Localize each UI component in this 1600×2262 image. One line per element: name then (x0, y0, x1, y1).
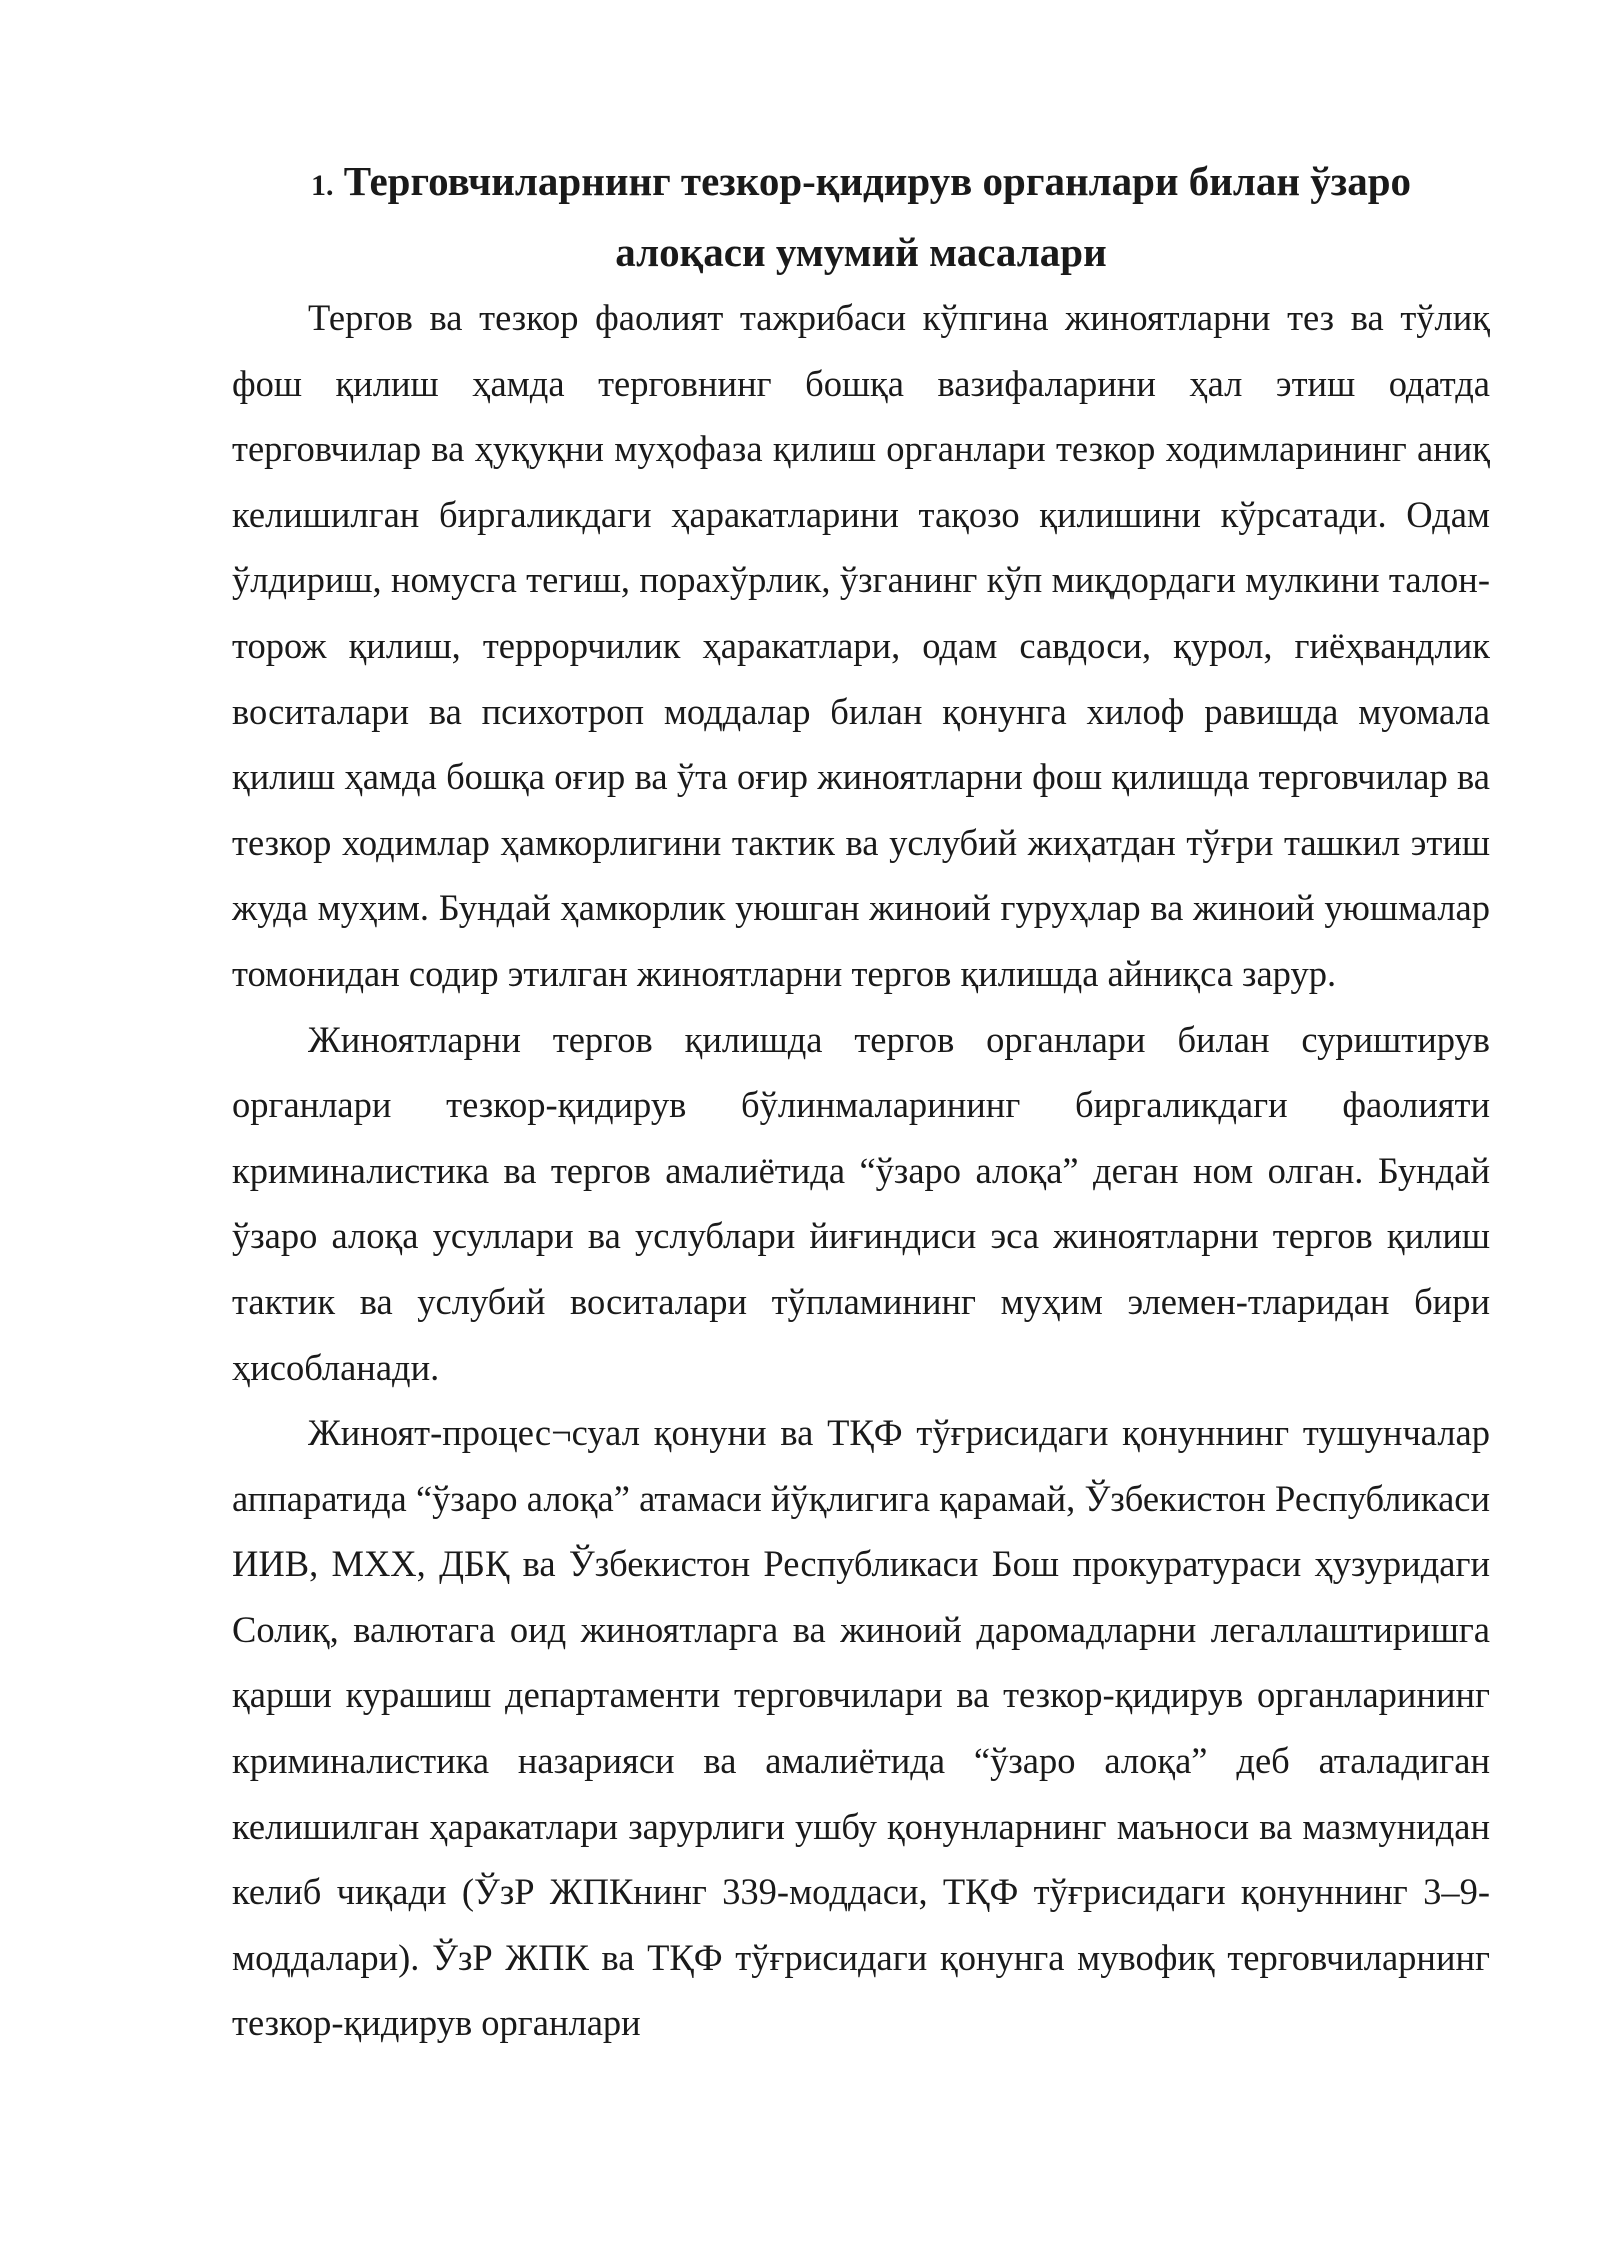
section-title-line-2: алоқаси умумий масалари (615, 229, 1107, 275)
paragraph-3: Жиноят-процес¬суал қонуни ва ТҚФ тўғрисидаги қонуннинг тушунчалар аппаратида “ўзаро алоқа” атамаси йўқлигига қарамай, Ўзбекистон Республикаси ИИВ, МХХ, ДБҚ ва Ўзбекистон Республикаси Бош прокуратураси ҳузуридаги Солиқ, валютага оид жиноятларга ва жиноий даромадларни легаллаштиришга қарши курашиш департаменти терговчилари ва тезкор-қидирув органларининг криминалистика назарияси ва амалиётида “ўзаро алоқа” деб аталадиган келишилган ҳаракатлари зарурлиги ушбу қонунларнинг маъноси ва мазмунидан келиб чиқади (ЎзР ЖПКнинг 339-моддаси, ТҚФ тўғрисидаги қонуннинг 3–9-моддалари). ЎзР ЖПК ва ТҚФ тўғрисидаги қонунга мувофиқ терговчиларнинг тезкор-қидирув органлари (232, 1412, 1490, 2044)
paragraph-2: Жиноятларни тергов қилишда тергов органлари билан суриштирув органлари тезкор-қидирув бўлинмаларининг биргаликдаги фаолияти криминалистика ва тергов амалиётида “ўзаро алоқа” деган ном олган. Бундай ўзаро алоқа усуллари ва услублари йиғиндиси эса жиноятларни тергов қилиш тактик ва услубий воситалари тўпламининг муҳим элемен-тларидан бири ҳисобланади. (232, 1018, 1490, 1388)
section-heading (232, 148, 1490, 219)
section-number: 1. (310, 169, 334, 202)
paragraph-1: Тергов ва тезкор фаолият тажрибаси кўпгина жиноятларни тез ва тўлиқ фош қилиш ҳамда терговнинг бошқа вазифаларини ҳал этиш одатда терговчилар ва ҳуқуқни муҳофаза қилиш органлари тезкор ходимларининг аниқ келишилган биргаликдаги ҳаракатларини тақозо қилишини кўрсатади. Одам ўлдириш, номусга тегиш, порахўрлик, ўзганинг кўп миқдордаги мулкини талон-торож қилиш, террорчилик ҳаракатлари, одам савдоси, қурол, гиёҳвандлик воситалари ва психотроп моддалар билан қонунга хилоф равишда муомала қилиш ҳамда бошқа оғир ва ўта оғир жиноятларни фош қилишда терговчилар ва тезкор ходимлар ҳамкорлигини тактик ва услубий жиҳатдан тўғри ташкил этиш жуда муҳим. Бундай ҳамкорлик уюшган жиноий гуруҳлар ва жиноий уюшмалар томонидан содир этилган жиноятларни тергов қилишда айниқса зарур. (232, 297, 1490, 994)
section-title-line-1: Терговчиларнинг тезкор-қидирув органлари билан ўзаро (343, 158, 1412, 204)
document-page (232, 148, 1490, 2056)
